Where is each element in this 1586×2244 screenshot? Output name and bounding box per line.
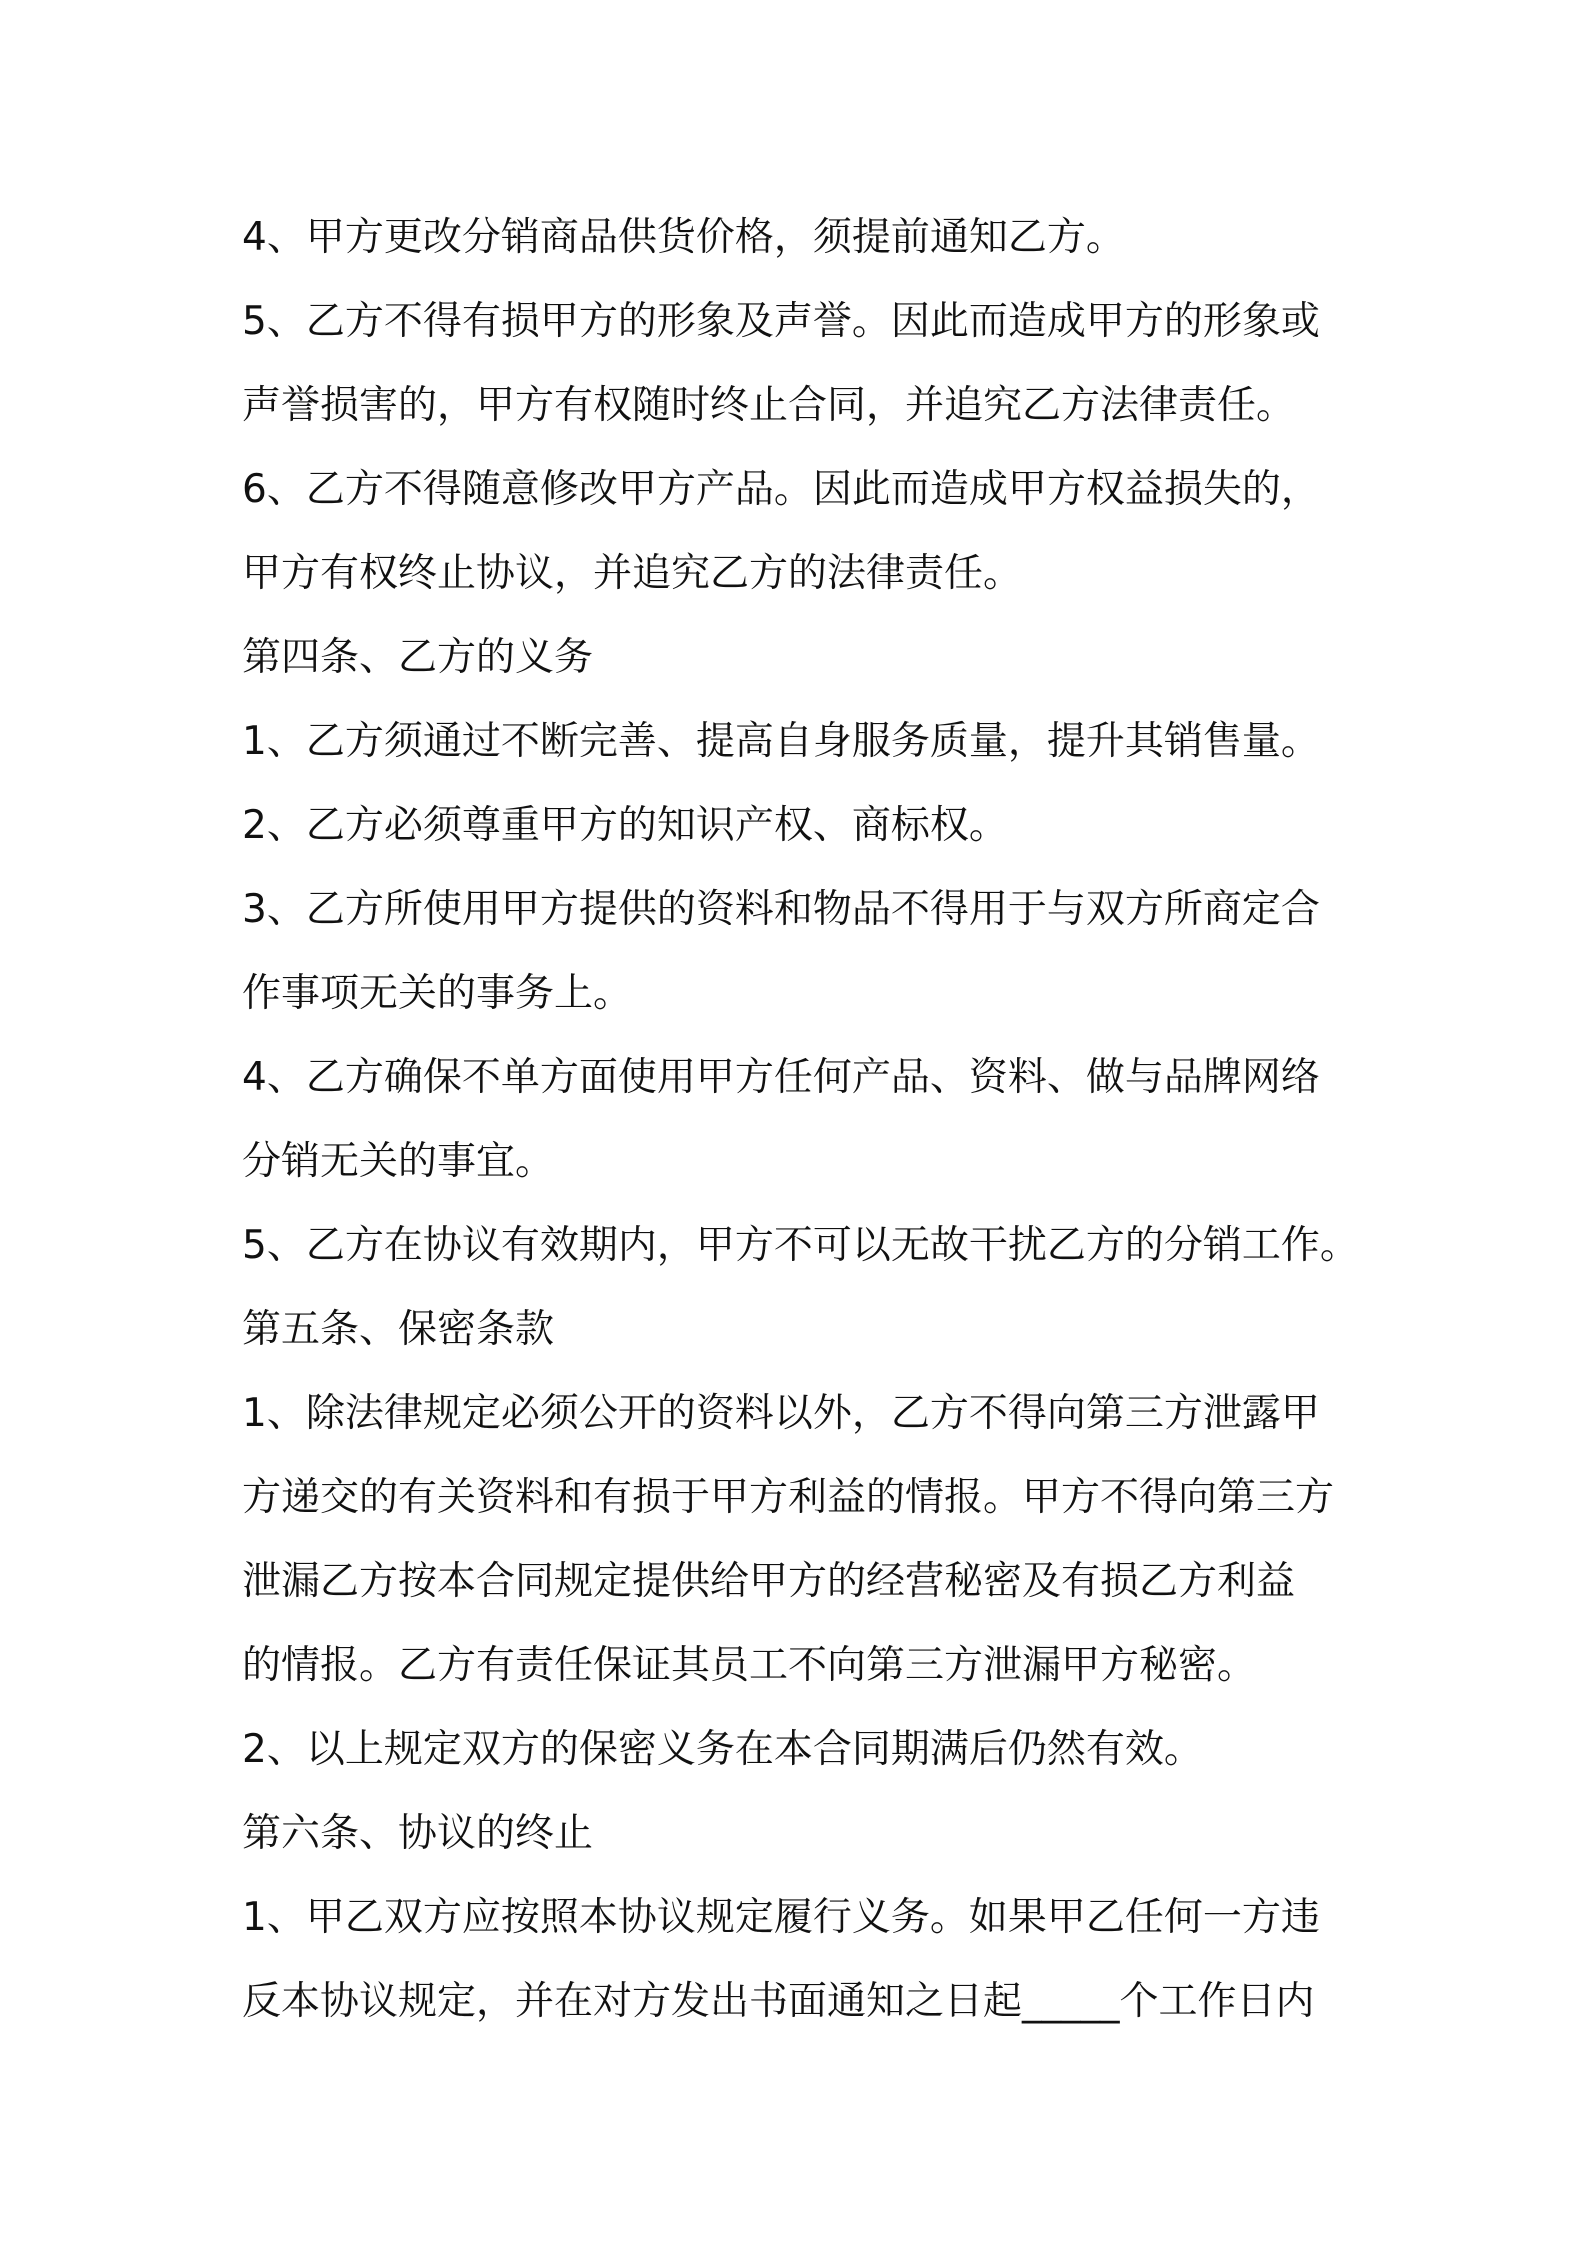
section-heading: 第五条、保密条款 [242,1307,555,1352]
text-line: 甲方有权终止协议，并追究乙方的法律责任。 [242,551,1023,596]
text-line: 1、甲乙双方应按照本协议规定履行义务。如果甲乙任何一方违 [242,1895,1320,1940]
text-line: 反本协议规定，并在对方发出书面通知之日起_____个工作日内 [242,1979,1315,2024]
text-line: 分销无关的事宜。 [242,1139,555,1184]
text-line: 1、除法律规定必须公开的资料以外，乙方不得向第三方泄露甲 [242,1391,1320,1436]
document-body [242,196,1382,2044]
text-line: 方递交的有关资料和有损于甲方利益的情报。甲方不得向第三方 [242,1475,1335,1520]
section-heading: 第六条、协议的终止 [242,1811,594,1856]
text-line: 1、乙方须通过不断完善、提高自身服务质量，提升其销售量。 [242,719,1320,764]
text-line: 5、乙方不得有损甲方的形象及声誉。因此而造成甲方的形象或 [242,299,1320,344]
text-line: 4、乙方确保不单方面使用甲方任何产品、资料、做与品牌网络 [242,1055,1320,1100]
text-line: 5、乙方在协议有效期内，甲方不可以无故干扰乙方的分销工作。 [242,1223,1359,1268]
text-line: 3、乙方所使用甲方提供的资料和物品不得用于与双方所商定合 [242,887,1320,932]
section-heading: 第四条、乙方的义务 [242,635,594,680]
text-line: 声誉损害的，甲方有权随时终止合同，并追究乙方法律责任。 [242,383,1296,428]
text-line: 2、乙方必须尊重甲方的知识产权、商标权。 [242,803,1008,848]
text-line: 2、以上规定双方的保密义务在本合同期满后仍然有效。 [242,1727,1203,1772]
text-line: 的情报。乙方有责任保证其员工不向第三方泄漏甲方秘密。 [242,1643,1257,1688]
text-line: 作事项无关的事务上。 [242,971,633,1016]
text-line: 泄漏乙方按本合同规定提供给甲方的经营秘密及有损乙方利益 [242,1559,1296,1604]
text-line: 6、乙方不得随意修改甲方产品。因此而造成甲方权益损失的， [242,467,1320,512]
text-line: 4、甲方更改分销商品供货价格，须提前通知乙方。 [242,215,1125,260]
